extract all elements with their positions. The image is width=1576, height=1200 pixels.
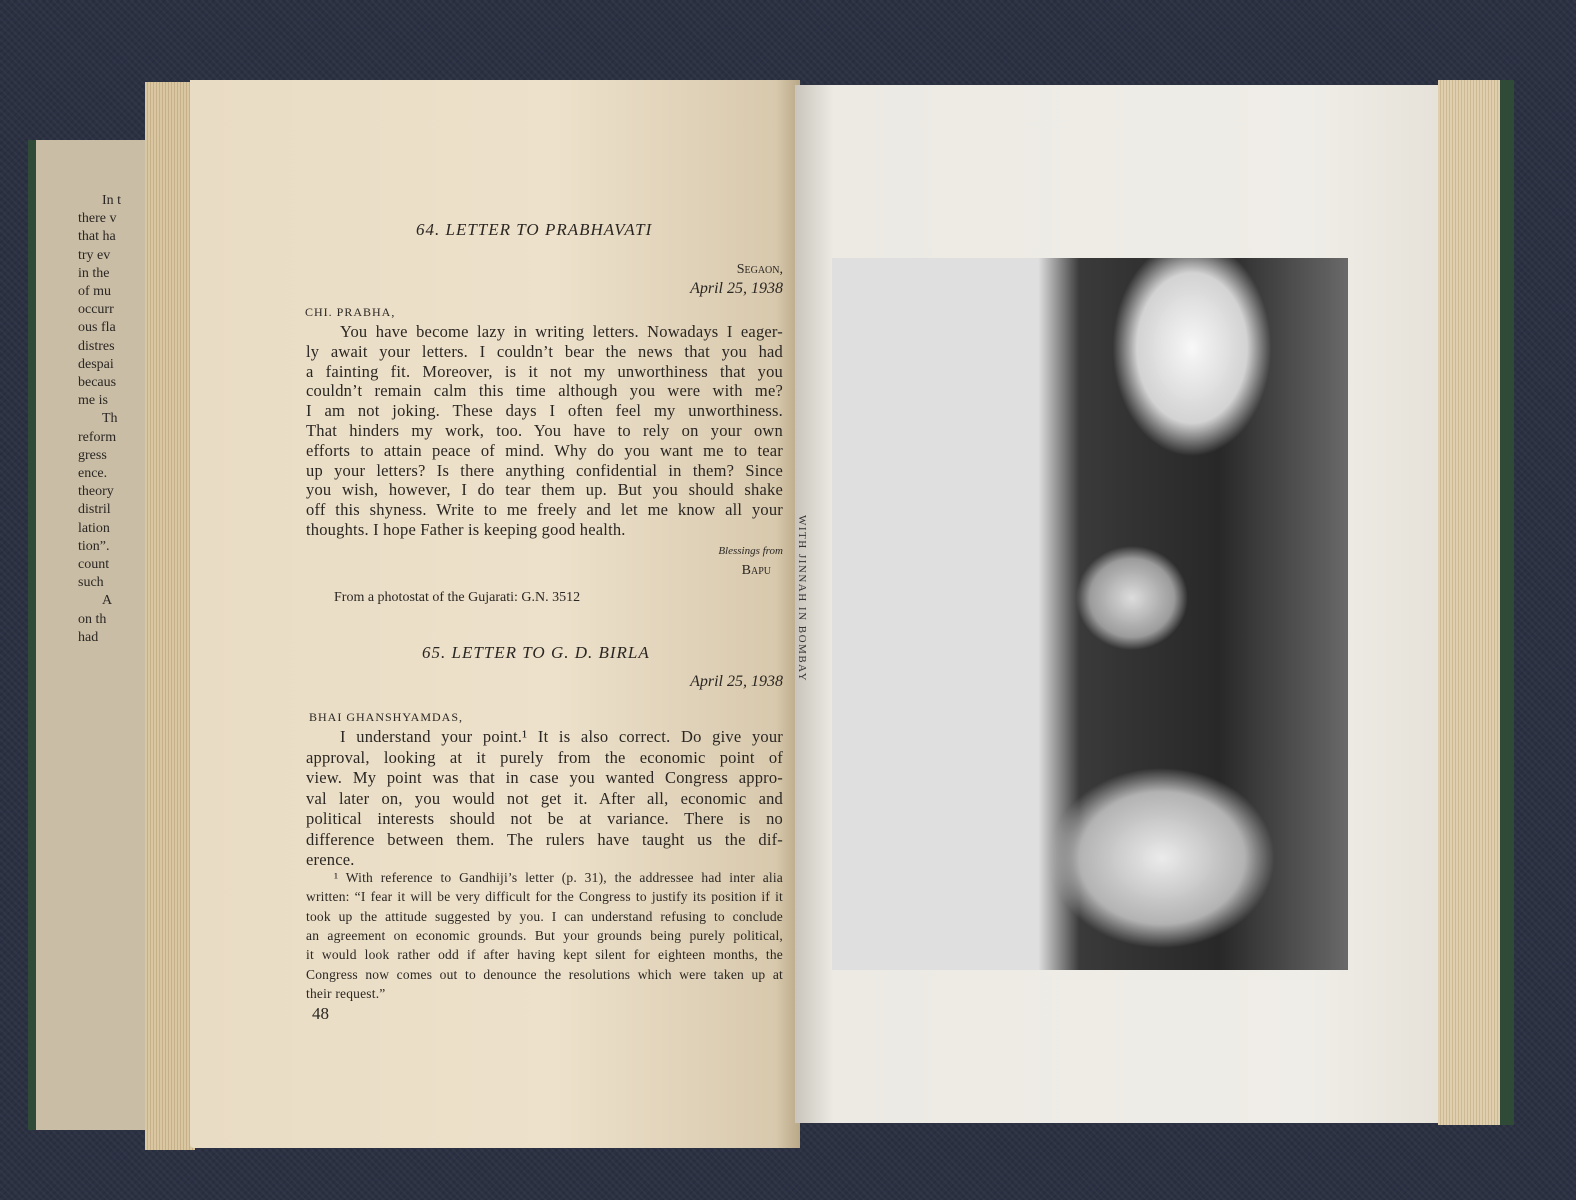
letter-64-signature: Bapu: [741, 563, 771, 578]
flap-line: distril: [78, 502, 111, 518]
flap-line: me is: [78, 393, 108, 409]
flap-line: reform: [78, 429, 117, 445]
plate-caption: WITH JINNAH IN BOMBAY: [796, 515, 808, 683]
flap-line: Th: [102, 411, 118, 427]
text-line: their request.”: [306, 985, 386, 1001]
flap-line: gress: [78, 447, 107, 463]
letter-64-heading: 64. LETTER TO PRABHAVATI: [416, 220, 653, 239]
text-line: erence.: [306, 850, 355, 869]
text-line: efforts to attain peace of mind. Why do you want me to tear: [306, 440, 783, 460]
text-line: thoughts. I hope Father is keeping good health.: [306, 520, 626, 539]
text-line: ly await your letters. I couldn’t bear the news that you had: [306, 341, 783, 361]
photograph-plate: [832, 258, 1348, 970]
flap-line: becaus: [78, 375, 117, 391]
letter-64-date: April 25, 1938: [690, 280, 783, 297]
text-line: ¹ With reference to Gandhiji’s letter (p. 31), the addressee had inter alia: [334, 870, 783, 885]
page-edges-right: [1438, 80, 1514, 1125]
flap-line: tion”.: [78, 538, 110, 554]
text-line: couldn’t remain calm this time although you were with me?: [306, 381, 783, 401]
text-line: off this shyness. Write to me freely and let me know all your: [306, 500, 783, 520]
text-line: a fainting fit. Moreover, is it not my unworthiness that you: [306, 361, 783, 381]
text-line: Congress now comes out to denounce the resolutions which were taken up at: [306, 966, 783, 982]
letter-65-salutation: BHAI GHANSHYAMDAS,: [309, 710, 464, 724]
text-line: difference between them. The rulers have taught us the dif-: [306, 829, 783, 849]
letter-64-source: From a photostat of the Gujarati: G.N. 3512: [334, 590, 581, 605]
text-line: That hinders my work, too. You have to rely on your own: [306, 421, 783, 440]
flap-line: lation: [78, 520, 110, 536]
letter-64-place: Segaon,: [736, 262, 783, 277]
flap-line: In t: [102, 193, 122, 208]
flap-line: distres: [78, 338, 115, 354]
flap-line: count: [78, 557, 110, 573]
flap-line: theory: [78, 484, 114, 500]
flap-line: there v: [78, 211, 117, 227]
text-line: political interests should not be at variance. There is no: [306, 809, 783, 828]
flap-line: despai: [78, 356, 114, 372]
letter-65-date: April 25, 1938: [690, 673, 783, 690]
letter-64-salutation: CHI. PRABHA,: [305, 305, 396, 319]
flap-line: occurr: [78, 302, 114, 318]
flap-line: A: [102, 593, 113, 609]
flap-line: such: [78, 575, 104, 591]
flap-line: on th: [78, 611, 107, 627]
text-line: I am not joking. These days I often feel my unworthiness.: [306, 401, 783, 421]
text-line: took up the attitude suggested by you. I can understand refusing to conclude: [306, 908, 783, 924]
page-edges-left: [145, 82, 195, 1150]
text-line: up your letters? Is there anything confidential in them? Since: [306, 460, 783, 480]
text-line: view. My point was that in case you wanted Congress appro-: [306, 768, 783, 787]
flap-line: in the: [78, 265, 110, 281]
text-line: approval, looking at it purely from the economic point of: [306, 747, 783, 767]
letter-64-closing: Blessings from: [718, 545, 783, 557]
text-line: an agreement on economic grounds. But your grounds being purely political,: [306, 927, 783, 943]
flap-line: of mu: [78, 284, 112, 300]
text-line: written: “I fear it will be very difficult for the Congress to justify its position if it: [306, 889, 783, 905]
flap-line: had: [78, 629, 99, 645]
page-number: 48: [312, 1004, 329, 1023]
text-line: you wish, however, I do tear them up. But you should shake: [306, 480, 783, 500]
flap-line: try ev: [78, 247, 111, 263]
text-line: it would look rather odd if after having kept silent for eighteen months, the: [306, 947, 783, 963]
text-line: I understand your point.¹ It is also correct. Do give your: [340, 727, 783, 746]
text-line: You have become lazy in writing letters. Nowadays I eager-: [340, 322, 783, 341]
flap-line: ous fla: [78, 320, 116, 336]
text-line: val later on, you would not get it. After all, economic and: [306, 788, 783, 808]
flap-line: that ha: [78, 229, 116, 245]
letter-65-heading: 65. LETTER TO G. D. BIRLA: [422, 643, 650, 662]
flap-line: ence.: [78, 466, 108, 482]
